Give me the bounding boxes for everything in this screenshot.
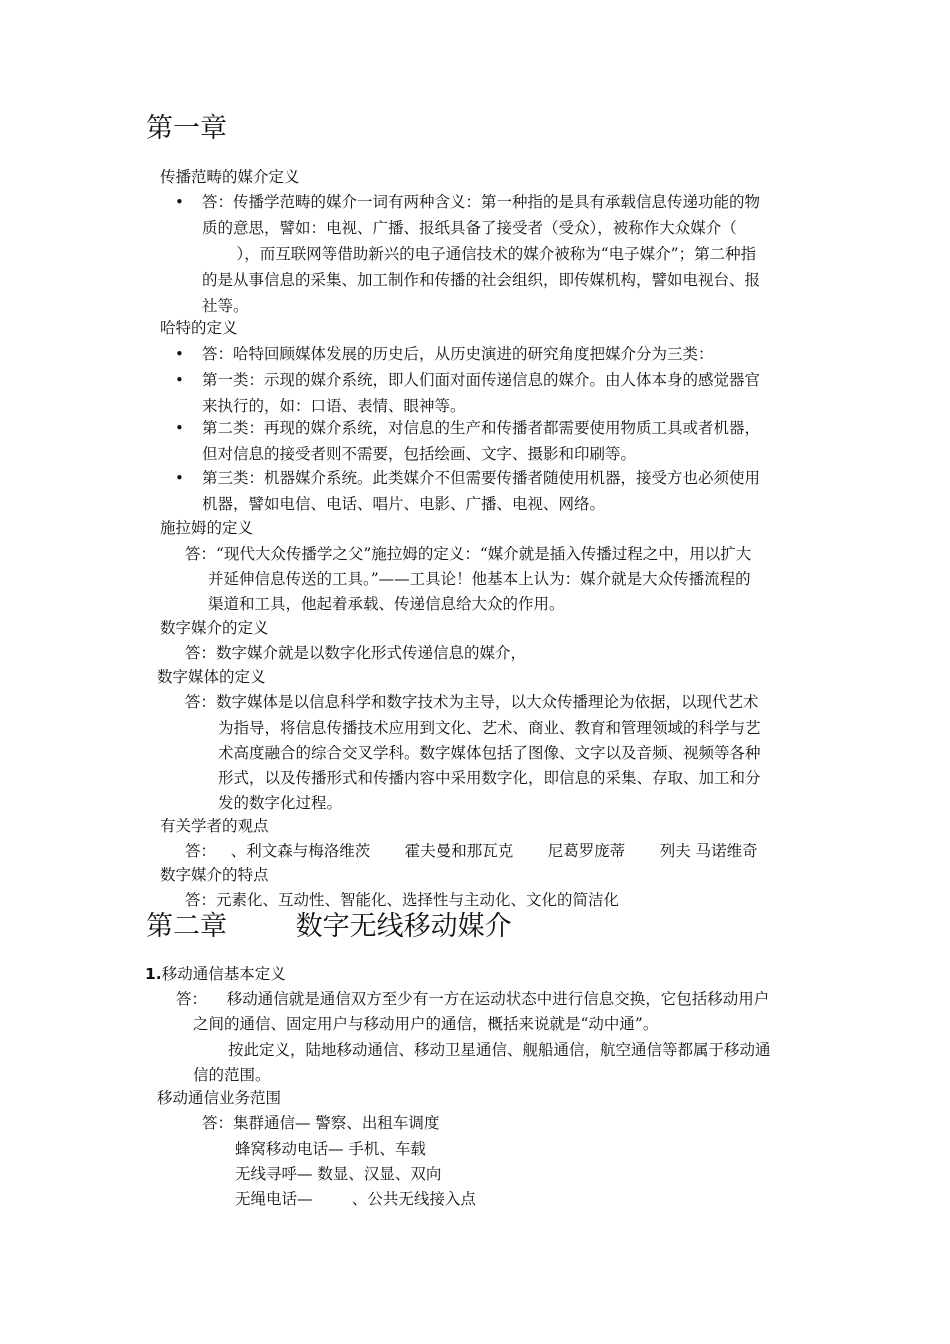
list-item: 蜂窝移动电话— 手机、车载 [235, 1140, 426, 1158]
paragraph-line: 渠道和工具，他起着承载、传递信息给大众的作用。 [208, 595, 565, 613]
bullet-icon: • [175, 371, 184, 389]
paragraph-line: 并延伸信息传送的工具。”——工具论！他基本上认为：媒介就是大众传播流程的 [208, 570, 751, 588]
paragraph-line: ），而互联网等借助新兴的电子通信技术的媒介被称为“电子媒介”；第二种指 [202, 245, 757, 263]
paragraph-line: 形式，以及传播形式和传播内容中采用数字化，即信息的采集、存取、加工和分 [218, 769, 761, 787]
section-heading-service-scope: 移动通信业务范围 [157, 1089, 282, 1107]
paragraph-line: 答： 移动通信就是通信双方至少有一方在运动状态中进行信息交换，它包括移动用户 [176, 990, 770, 1008]
paragraph-line: 发的数字化过程。 [218, 794, 343, 812]
bullet-icon: • [175, 193, 184, 211]
paragraph-line: 按此定义，陆地移动通信、移动卫星通信、舰船通信，航空通信等都属于移动通 [228, 1041, 771, 1059]
section-heading-mobile-comm [145, 961, 286, 987]
paragraph-line: 答：哈特回顾媒体发展的历史后，从历史演进的研究角度把媒介分为三类： [202, 345, 714, 363]
paragraph-line: 术高度融合的综合交叉学科。数字媒体包括了图像、文字以及音频、视频等各种 [218, 744, 761, 762]
paragraph-line: 来执行的，如：口语、表情、眼神等。 [202, 397, 466, 415]
paragraph-line: 答：数字媒体是以信息科学和数字技术为主导，以大众传播理论为依据，以现代艺术 [185, 693, 759, 711]
paragraph-line: 答：数字媒介就是以数字化形式传递信息的媒介， [185, 644, 527, 662]
section-heading-text: 移动通信基本定义 [161, 965, 286, 983]
list-item: 无线寻呼— 数显、汉显、双向 [235, 1165, 442, 1183]
section-heading-schramm: 施拉姆的定义 [160, 519, 254, 537]
paragraph-line: 但对信息的接受者则不需要，包括绘画、文字、摄影和印刷等。 [202, 445, 637, 463]
chapter-1-title: 第一章 [146, 113, 227, 144]
chapter-2-title: 第二章 数字无线移动媒介 [146, 911, 512, 942]
paragraph-line: 答：“现代大众传播学之父”施拉姆的定义：“媒介就是插入传播过程之中，用以扩大 [185, 545, 752, 563]
paragraph-line: 机器，譬如电信、电话、唱片、电影、广播、电视、网络。 [202, 495, 606, 513]
bullet-icon: • [175, 419, 184, 437]
paragraph-line: 质的意思，譬如：电视、广播、报纸具备了接受者（受众），被称作大众媒介（ [202, 219, 737, 237]
paragraph-line: 答： 、利文森与梅洛维茨 霍夫曼和那瓦克 尼葛罗庞蒂 列夫 马诺维奇 [185, 842, 758, 860]
list-item: 答：集群通信— 警察、出租车调度 [202, 1114, 440, 1132]
section-number: 1. [145, 965, 162, 983]
section-heading-scholars: 有关学者的观点 [160, 817, 269, 835]
section-heading-features: 数字媒介的特点 [160, 866, 269, 884]
paragraph-line: 第二类：再现的媒介系统，对信息的生产和传播者都需要使用物质工具或者机器， [202, 419, 761, 437]
bullet-icon: • [175, 345, 184, 363]
section-heading-digital-medium: 数字媒介的定义 [160, 619, 269, 637]
paragraph-line: 答：元素化、互动性、智能化、选择性与主动化、文化的简洁化 [185, 891, 620, 909]
paragraph-line: 第三类：机器媒介系统。此类媒介不但需要传播者随使用机器，接受方也必须使用 [202, 469, 761, 487]
list-item: 无绳电话— 、公共无线接入点 [235, 1190, 476, 1208]
paragraph-line: 信的范围。 [193, 1066, 271, 1084]
paragraph-line: 社等。 [202, 297, 249, 315]
section-heading-digital-media: 数字媒体的定义 [157, 668, 266, 686]
section-heading-hart: 哈特的定义 [160, 319, 238, 337]
paragraph-line: 第一类：示现的媒介系统，即人们面对面传递信息的媒介。由人体本身的感觉器官 [202, 371, 761, 389]
bullet-icon: • [175, 469, 184, 487]
section-heading-media-definition: 传播范畴的媒介定义 [160, 168, 300, 186]
paragraph-line: 为指导，将信息传播技术应用到文化、艺术、商业、教育和管理领域的科学与艺 [218, 719, 761, 737]
paragraph-line: 之间的通信、固定用户与移动用户的通信，概括来说就是“动中通”。 [193, 1015, 659, 1033]
paragraph-line: 的是从事信息的采集、加工制作和传播的社会组织，即传媒机构，譬如电视台、报 [202, 271, 761, 289]
paragraph-line: 答：传播学范畴的媒介一词有两种含义：第一种指的是具有承载信息传递功能的物 [202, 193, 761, 211]
